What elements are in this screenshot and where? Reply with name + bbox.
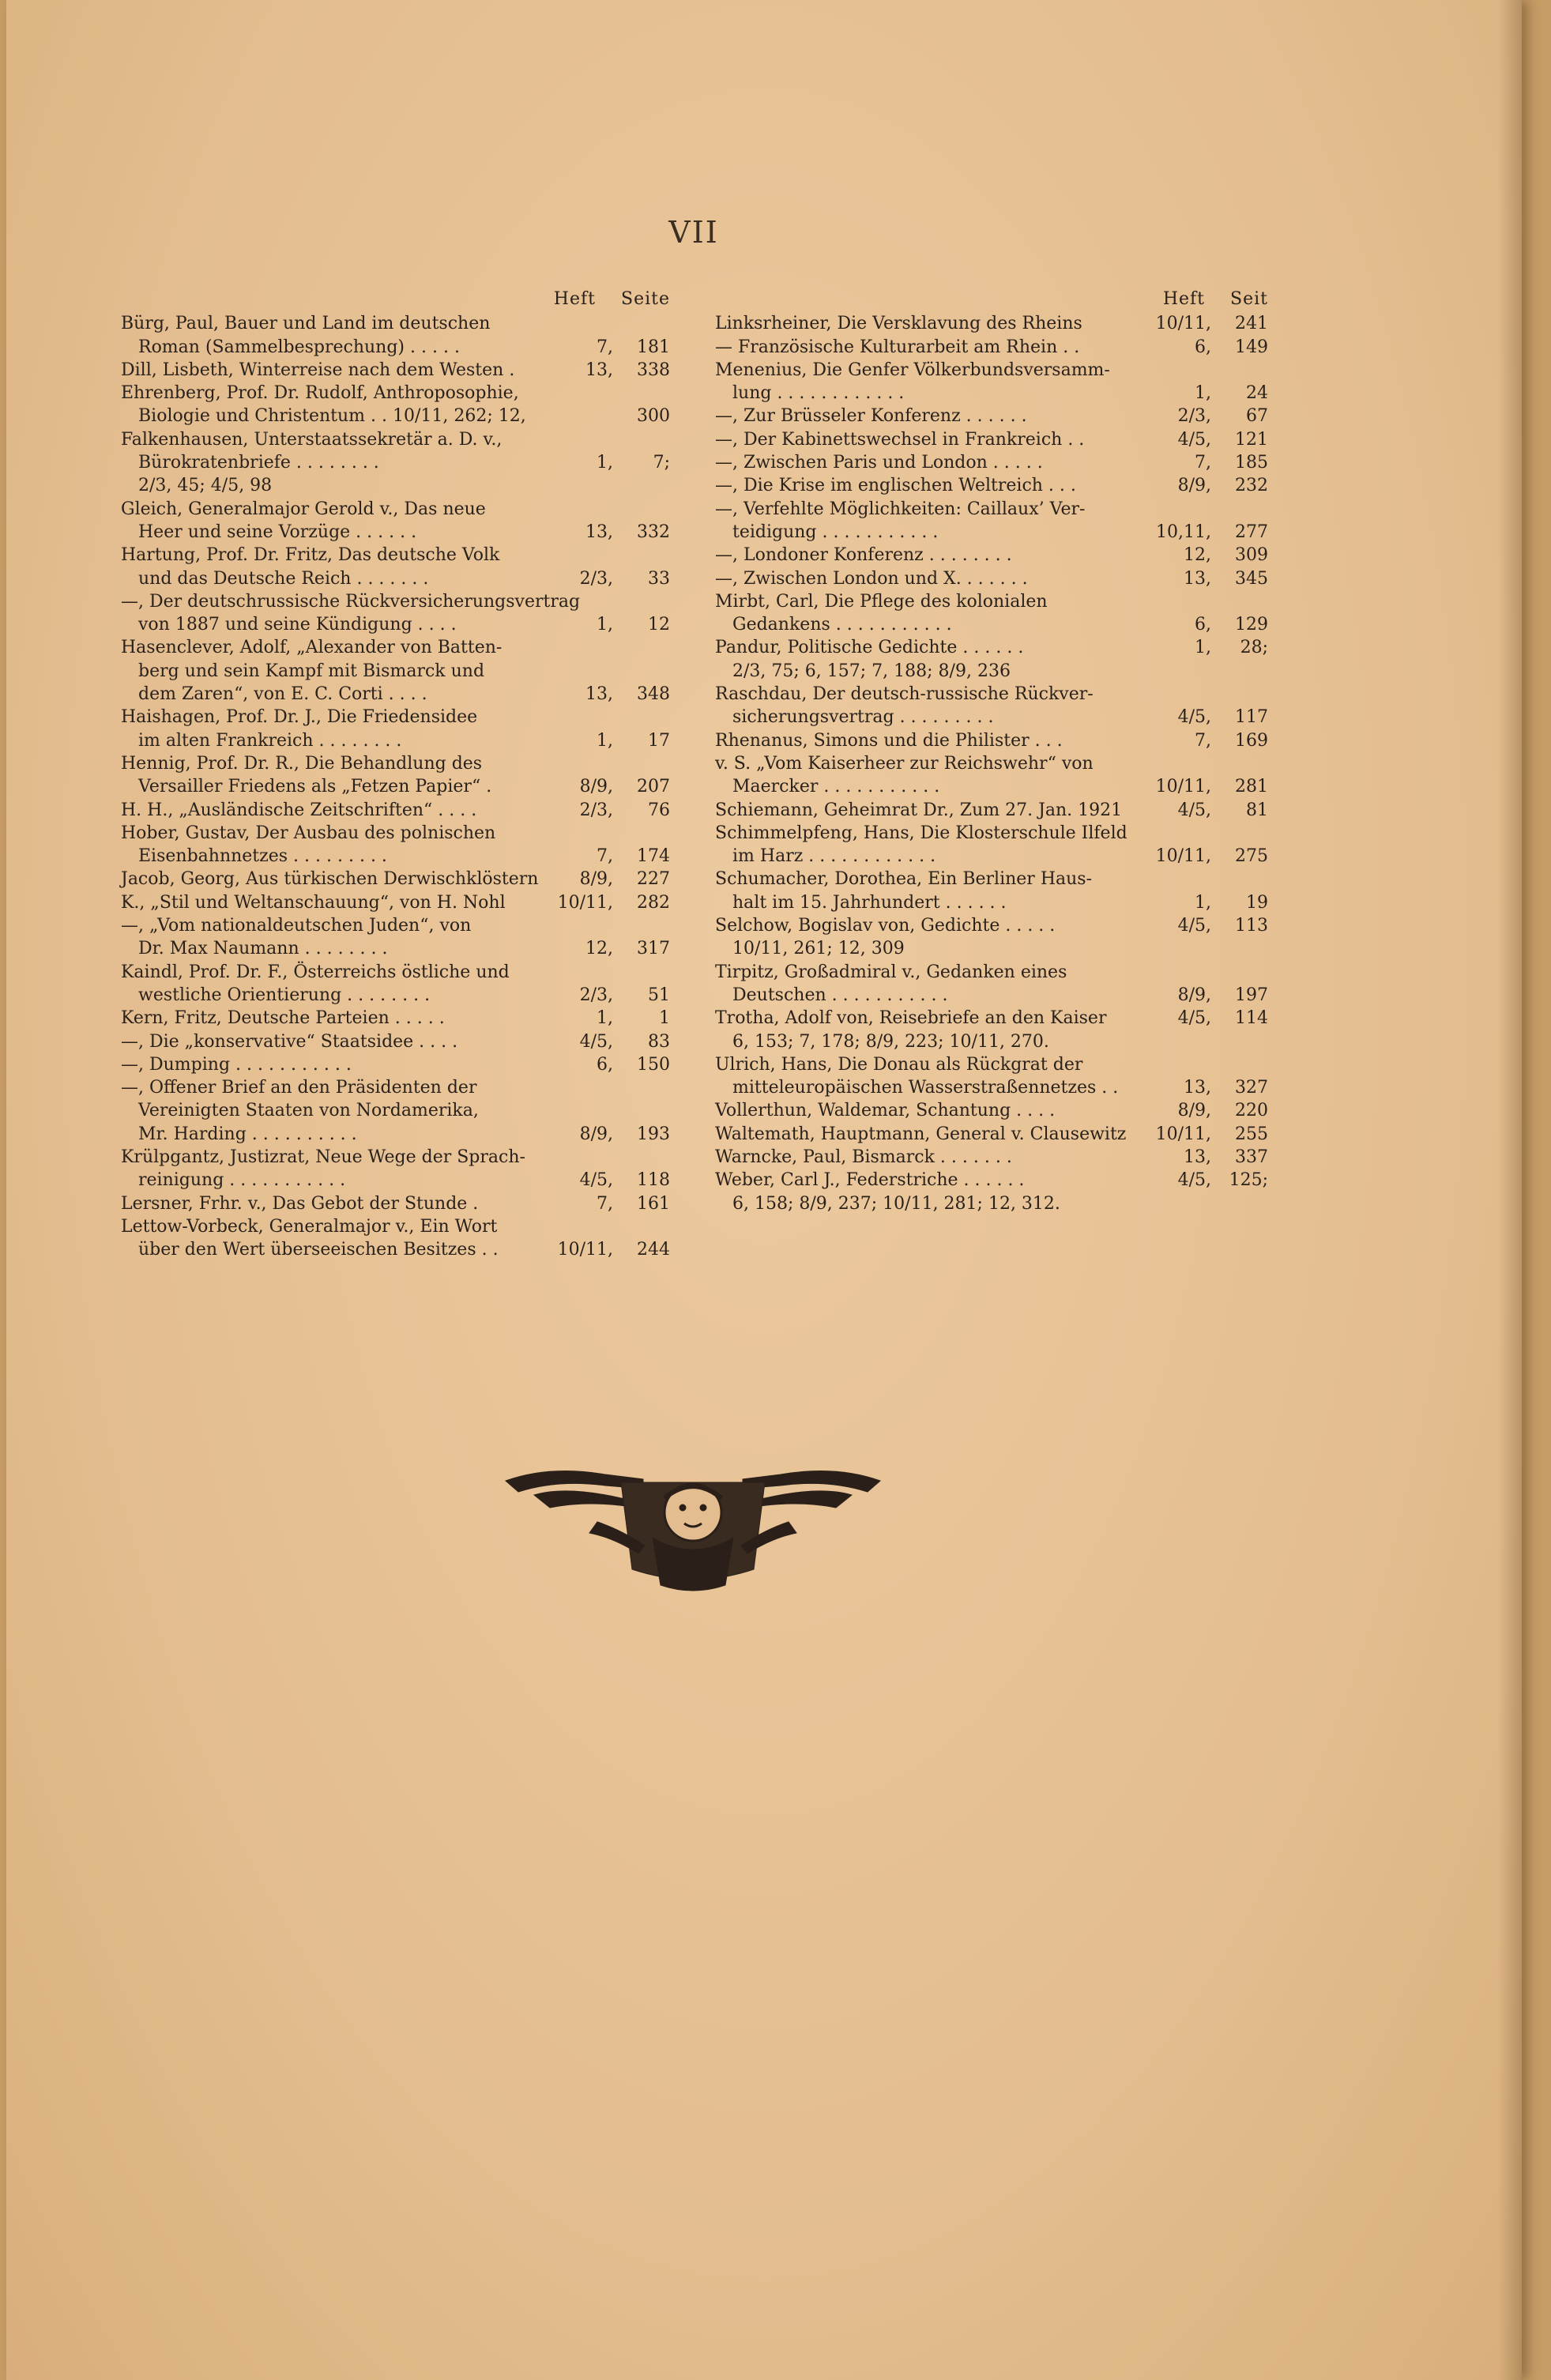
entry-heft: 4/5, <box>1177 707 1211 728</box>
entry-text: Dr. Max Naumann . . . . . . . . <box>138 939 388 959</box>
entry-text: Hasenclever, Adolf, „Alexander von Batten- <box>121 638 503 658</box>
index-entry-line <box>715 567 1268 590</box>
index-entry-line <box>715 521 1268 544</box>
entry-heft: 8/9, <box>579 869 613 890</box>
page-number: VII <box>668 215 719 250</box>
entry-heft: 6, <box>1195 615 1211 635</box>
entry-text: Schumacher, Dorothea, Ein Berliner Haus- <box>715 869 1093 890</box>
index-entry-line <box>715 1146 1268 1169</box>
entry-text: Mr. Harding . . . . . . . . . . <box>138 1124 357 1144</box>
index-entry-line <box>121 1123 670 1146</box>
entry-heft: 1, <box>597 615 613 635</box>
entry-seite: 227 <box>637 869 670 890</box>
index-entry-line <box>121 544 670 567</box>
index-entry-line <box>715 590 1268 613</box>
entry-seite: 67 <box>1246 406 1268 427</box>
heft-header: Heft <box>553 289 596 309</box>
index-entry-line <box>715 1192 1268 1215</box>
entry-seite: 197 <box>1235 985 1268 1005</box>
entry-seite: 81 <box>1246 800 1268 820</box>
entry-heft: 1, <box>597 730 613 751</box>
index-column-right <box>715 288 1268 1215</box>
entry-seite: 185 <box>1235 453 1268 473</box>
index-entry-line <box>715 868 1268 891</box>
entry-seite: 33 <box>648 568 670 589</box>
entry-text: Trotha, Adolf von, Reisebriefe an den Kaiser <box>715 1008 1107 1029</box>
index-entry-line <box>121 1030 670 1053</box>
entry-heft: 13, <box>1184 1078 1211 1098</box>
entry-seite: 275 <box>1235 846 1268 867</box>
index-entry-line <box>121 752 670 775</box>
entry-heft: 8/9, <box>579 1124 613 1144</box>
entry-text: Mirbt, Carl, Die Pflege des kolonialen <box>715 591 1048 612</box>
index-entry-line <box>715 336 1268 359</box>
index-entry-line <box>715 1007 1268 1030</box>
entry-heft: 2/3, <box>579 800 613 820</box>
index-entry-line <box>715 1169 1268 1192</box>
entry-text: —, Der Kabinettswechsel in Frankreich . . <box>715 429 1085 450</box>
entry-text: Ulrich, Hans, Die Donau als Rückgrat der <box>715 1054 1083 1075</box>
entry-seite: 281 <box>1235 777 1268 797</box>
entry-heft: 13, <box>585 360 613 380</box>
entry-seite: 300 <box>637 406 670 427</box>
entry-text: Lersner, Frhr. v., Das Gebot der Stunde . <box>121 1193 479 1214</box>
entry-seite: 174 <box>637 846 670 867</box>
entry-text: Hartung, Prof. Dr. Fritz, Das deutsche Volk <box>121 545 500 566</box>
entry-heft: 1, <box>597 1008 613 1029</box>
entry-seite: 207 <box>637 777 670 797</box>
entry-text: K., „Stil und Weltanschauung“, von H. Nohl <box>121 892 506 913</box>
entry-text: — Französische Kulturarbeit am Rhein . . <box>715 337 1080 357</box>
index-entry-line <box>715 1076 1268 1099</box>
entry-seite: 24 <box>1246 383 1268 404</box>
entry-text: Raschdau, Der deutsch-russische Rückver- <box>715 684 1094 705</box>
entry-text: Tirpitz, Großadmiral v., Gedanken eines <box>715 962 1067 982</box>
entry-text: 10/11, 261; 12, 309 <box>732 939 905 959</box>
index-page <box>6 0 1522 2380</box>
entry-heft: 7, <box>1195 730 1211 751</box>
seite-header: Seit <box>1230 289 1268 309</box>
entry-seite: 181 <box>637 337 670 357</box>
entry-seite: 244 <box>637 1240 670 1260</box>
entry-heft: 6, <box>1195 337 1211 357</box>
entry-text: Gedankens . . . . . . . . . . . <box>732 615 952 635</box>
entry-text: —, Verfehlte Möglichkeiten: Caillaux’ Ver- <box>715 499 1086 519</box>
index-entry-line <box>715 799 1268 822</box>
entry-heft: 4/5, <box>1177 1170 1211 1191</box>
entry-text: Krülpgantz, Justizrat, Neue Wege der Sprach- <box>121 1147 525 1167</box>
entry-text: Biologie und Christentum . . 10/11, 262; 12, <box>138 406 526 427</box>
entry-seite: 317 <box>637 939 670 959</box>
index-entry-line <box>715 636 1268 659</box>
entry-text: Jacob, Georg, Aus türkischen Derwischklöstern <box>121 869 539 890</box>
entry-text: —, Die „konservative“ Staatsidee . . . . <box>121 1031 458 1052</box>
index-entry-line <box>715 359 1268 382</box>
index-entry-line <box>121 405 670 427</box>
entry-text: mitteleuropäischen Wasserstraßennetzes . . <box>732 1078 1119 1098</box>
entry-heft: 7, <box>1195 453 1211 473</box>
entry-heft: 10/11, <box>1155 1124 1211 1144</box>
entry-heft: 8/9, <box>1177 1101 1211 1121</box>
index-entry-line <box>121 961 670 984</box>
entry-heft: 4/5, <box>579 1031 613 1052</box>
entry-heft: 12, <box>1184 545 1211 566</box>
entry-seite: 7; <box>653 453 670 473</box>
index-entry-line <box>715 775 1268 798</box>
entry-text: 2/3, 75; 6, 157; 7, 188; 8/9, 236 <box>732 661 1011 681</box>
entry-heft: 10,11, <box>1156 522 1211 542</box>
entry-text: über den Wert überseeischen Besitzes . . <box>138 1240 499 1260</box>
entry-text: —, Der deutschrussische Rückversicherungsvertrag <box>121 591 581 612</box>
index-entry-line <box>121 799 670 822</box>
entry-text: halt im 15. Jahrhundert . . . . . . <box>732 892 1007 913</box>
entry-text: Vollerthun, Waldemar, Schantung . . . . <box>715 1101 1056 1121</box>
entry-text: Pandur, Politische Gedichte . . . . . . <box>715 638 1024 658</box>
index-entry-line <box>715 891 1268 914</box>
heft-header: Heft <box>1162 289 1206 309</box>
index-entry-line <box>121 498 670 521</box>
entry-heft: 8/9, <box>1177 985 1211 1005</box>
entry-text: Menenius, Die Genfer Völkerbundsversamm- <box>715 360 1110 380</box>
entry-heft: 10/11, <box>557 1240 613 1260</box>
entry-heft: 10/11, <box>1155 314 1211 334</box>
index-entry-line <box>121 359 670 382</box>
index-entry-line <box>715 706 1268 729</box>
index-entry-line <box>121 1076 670 1099</box>
entry-seite: 125; <box>1229 1170 1268 1191</box>
entry-text: Eisenbahnnetzes . . . . . . . . . <box>138 846 387 867</box>
entry-text: lung . . . . . . . . . . . . <box>732 383 905 404</box>
index-entry-line <box>121 1215 670 1238</box>
index-entry-line <box>121 451 670 474</box>
index-entry-line <box>121 845 670 868</box>
entry-text: Schiemann, Geheimrat Dr., Zum 27. Jan. 1921 <box>715 800 1123 820</box>
entry-heft: 13, <box>1184 1147 1211 1167</box>
entry-heft: 13, <box>585 684 613 705</box>
entry-seite: 117 <box>1235 707 1268 728</box>
entry-text: —, Zur Brüsseler Konferenz . . . . . . <box>715 406 1027 427</box>
entry-seite: 51 <box>648 985 670 1005</box>
column-header <box>715 288 1268 311</box>
entry-seite: 113 <box>1235 916 1268 936</box>
entry-text: und das Deutsche Reich . . . . . . . <box>138 568 429 589</box>
entry-text: im alten Frankreich . . . . . . . . <box>138 730 402 751</box>
entry-text: —, Dumping . . . . . . . . . . . <box>121 1054 352 1075</box>
column-header <box>121 288 670 311</box>
index-entries-left <box>121 312 670 1261</box>
entry-heft: 6, <box>597 1054 613 1075</box>
entry-text: 6, 158; 8/9, 237; 10/11, 281; 12, 312. <box>732 1193 1060 1214</box>
entry-text: im Harz . . . . . . . . . . . . <box>732 846 936 867</box>
entry-text: Selchow, Bogislav von, Gedichte . . . . . <box>715 916 1056 936</box>
entry-seite: 337 <box>1235 1147 1268 1167</box>
index-entry-line <box>715 961 1268 984</box>
entry-text: Vereinigten Staaten von Nordamerika, <box>138 1101 479 1121</box>
entry-heft: 2/3, <box>579 985 613 1005</box>
index-entry-line <box>121 613 670 636</box>
index-entry-line <box>121 683 670 706</box>
entry-heft: 1, <box>1195 638 1211 658</box>
entry-heft: 13, <box>1184 568 1211 589</box>
entry-text: von 1887 und seine Kündigung . . . . <box>138 615 457 635</box>
index-entry-line <box>121 868 670 891</box>
index-entry-line <box>715 914 1268 937</box>
index-entry-line <box>715 498 1268 521</box>
entry-text: 6, 153; 7, 178; 8/9, 223; 10/11, 270. <box>732 1031 1049 1052</box>
entry-heft: 4/5, <box>1177 916 1211 936</box>
entry-text: berg und sein Kampf mit Bismarck und <box>138 661 485 681</box>
index-entry-line <box>121 937 670 960</box>
index-entry-line <box>121 521 670 544</box>
entry-heft: 10/11, <box>1155 777 1211 797</box>
index-entry-line <box>121 822 670 845</box>
entry-seite: 338 <box>637 360 670 380</box>
index-entry-line <box>121 1192 670 1215</box>
entry-seite: 150 <box>637 1054 670 1075</box>
entry-heft: 7, <box>597 337 613 357</box>
index-entry-line <box>121 312 670 335</box>
index-entry-line <box>121 1169 670 1192</box>
entry-text: Roman (Sammelbesprechung) . . . . . <box>138 337 460 357</box>
entry-seite: 161 <box>637 1193 670 1214</box>
entry-seite: 149 <box>1235 337 1268 357</box>
cherub-vignette-icon <box>503 1451 883 1596</box>
entry-seite: 114 <box>1235 1008 1268 1029</box>
entry-heft: 4/5, <box>1177 1008 1211 1029</box>
index-entry-line <box>121 729 670 752</box>
index-entry-line <box>121 1238 670 1261</box>
entry-seite: 241 <box>1235 314 1268 334</box>
entry-heft: 1, <box>1195 892 1211 913</box>
index-entry-line <box>121 775 670 798</box>
entry-text: Rhenanus, Simons und die Philister . . . <box>715 730 1063 751</box>
seite-header: Seite <box>621 289 670 309</box>
entry-heft: 1, <box>1195 383 1211 404</box>
entry-text: Ehrenberg, Prof. Dr. Rudolf, Anthroposophie, <box>121 383 519 404</box>
index-entry-line <box>121 336 670 359</box>
entry-text: Hober, Gustav, Der Ausbau des polnischen <box>121 823 496 843</box>
entry-heft: 8/9, <box>579 777 613 797</box>
index-entry-line <box>715 544 1268 567</box>
index-entry-line <box>121 891 670 914</box>
index-entry-line <box>121 428 670 451</box>
entry-heft: 7, <box>597 846 613 867</box>
entry-text: 2/3, 45; 4/5, 98 <box>138 476 273 496</box>
entry-text: Hennig, Prof. Dr. R., Die Behandlung des <box>121 753 483 774</box>
index-entry-line <box>715 752 1268 775</box>
entry-text: Linksrheiner, Die Versklavung des Rheins <box>715 314 1082 334</box>
entry-text: —, Londoner Konferenz . . . . . . . . <box>715 545 1012 566</box>
index-entry-line <box>715 312 1268 335</box>
entry-text: dem Zaren“, von E. C. Corti . . . . <box>138 684 427 705</box>
entry-seite: 255 <box>1235 1124 1268 1144</box>
entry-text: Gleich, Generalmajor Gerold v., Das neue <box>121 499 486 519</box>
index-entry-line <box>715 428 1268 451</box>
entry-seite: 232 <box>1235 476 1268 496</box>
entry-text: Haishagen, Prof. Dr. J., Die Friedensidee <box>121 707 478 728</box>
entry-seite: 282 <box>637 892 670 913</box>
index-entry-line <box>121 1146 670 1169</box>
page-edge-shadow <box>1498 0 1522 2380</box>
index-entry-line <box>715 1099 1268 1122</box>
entry-text: —, Zwischen Paris und London . . . . . <box>715 453 1043 473</box>
entry-text: Lettow-Vorbeck, Generalmajor v., Ein Wort <box>121 1216 498 1237</box>
entry-seite: 277 <box>1235 522 1268 542</box>
entry-heft: 8/9, <box>1177 476 1211 496</box>
entry-text: Warncke, Paul, Bismarck . . . . . . . <box>715 1147 1012 1167</box>
index-entry-line <box>715 984 1268 1007</box>
entry-text: v. S. „Vom Kaiserheer zur Reichswehr“ von <box>715 753 1094 774</box>
entry-text: Heer und seine Vorzüge . . . . . . <box>138 522 417 542</box>
entry-seite: 193 <box>637 1124 670 1144</box>
entry-seite: 17 <box>648 730 670 751</box>
entry-heft: 10/11, <box>1155 846 1211 867</box>
entry-seite: 121 <box>1235 429 1268 450</box>
entry-text: —, „Vom nationaldeutschen Juden“, von <box>121 916 472 936</box>
index-entry-line <box>715 822 1268 845</box>
index-entry-line <box>121 984 670 1007</box>
entry-heft: 4/5, <box>1177 800 1211 820</box>
entry-heft: 12, <box>585 939 613 959</box>
entry-text: Falkenhausen, Unterstaatssekretär a. D. v., <box>121 429 503 450</box>
index-column-left <box>121 288 670 1261</box>
index-entry-line <box>715 1030 1268 1053</box>
entry-seite: 348 <box>637 684 670 705</box>
index-entry-line <box>715 845 1268 868</box>
entry-text: Kern, Fritz, Deutsche Parteien . . . . . <box>121 1008 445 1029</box>
index-entry-line <box>121 1007 670 1030</box>
index-entry-line <box>121 474 670 497</box>
entry-heft: 2/3, <box>579 568 613 589</box>
index-entry-line <box>715 474 1268 497</box>
entry-text: Bürokratenbriefe . . . . . . . . <box>138 453 379 473</box>
entry-seite: 220 <box>1235 1101 1268 1121</box>
entry-text: Bürg, Paul, Bauer und Land im deutschen <box>121 314 491 334</box>
entry-seite: 118 <box>637 1170 670 1191</box>
entry-seite: 309 <box>1235 545 1268 566</box>
index-entry-line <box>715 405 1268 427</box>
index-entries-right <box>715 312 1268 1215</box>
entry-seite: 1 <box>659 1008 670 1029</box>
entry-text: Weber, Carl J., Federstriche . . . . . . <box>715 1170 1025 1191</box>
index-entry-line <box>715 1123 1268 1146</box>
index-entry-line <box>715 1053 1268 1076</box>
index-entry-line <box>715 937 1268 960</box>
entry-heft: 10/11, <box>557 892 613 913</box>
entry-heft: 1, <box>597 453 613 473</box>
index-entry-line <box>715 613 1268 636</box>
entry-heft: 4/5, <box>1177 429 1211 450</box>
index-entry-line <box>121 1099 670 1122</box>
index-entry-line <box>121 660 670 683</box>
entry-text: Kaindl, Prof. Dr. F., Österreichs östliche und <box>121 962 510 982</box>
entry-text: Deutschen . . . . . . . . . . . <box>732 985 948 1005</box>
entry-text: Dill, Lisbeth, Winterreise nach dem Westen . <box>121 360 515 380</box>
entry-text: —, Offener Brief an den Präsidenten der <box>121 1078 477 1098</box>
index-entry-line <box>715 683 1268 706</box>
entry-text: Schimmelpfeng, Hans, Die Klosterschule Ilfeld <box>715 823 1127 843</box>
entry-text: —, Zwischen London und X. . . . . . . <box>715 568 1028 589</box>
entry-seite: 345 <box>1235 568 1268 589</box>
index-entry-line <box>121 590 670 613</box>
entry-seite: 83 <box>648 1031 670 1052</box>
entry-text: Maercker . . . . . . . . . . . <box>732 777 940 797</box>
entry-seite: 12 <box>648 615 670 635</box>
entry-text: teidigung . . . . . . . . . . . <box>732 522 939 542</box>
entry-text: —, Die Krise im englischen Weltreich . . . <box>715 476 1076 496</box>
entry-heft: 7, <box>597 1193 613 1214</box>
entry-seite: 327 <box>1235 1078 1268 1098</box>
entry-seite: 28; <box>1240 638 1268 658</box>
entry-seite: 332 <box>637 522 670 542</box>
entry-seite: 169 <box>1235 730 1268 751</box>
index-entry-line <box>121 382 670 405</box>
index-entry-line <box>121 1053 670 1076</box>
entry-heft: 2/3, <box>1177 406 1211 427</box>
entry-text: sicherungsvertrag . . . . . . . . . <box>732 707 994 728</box>
entry-seite: 19 <box>1246 892 1268 913</box>
entry-seite: 129 <box>1235 615 1268 635</box>
entry-seite: 76 <box>648 800 670 820</box>
index-entry-line <box>715 382 1268 405</box>
index-entry-line <box>121 914 670 937</box>
entry-text: Waltemath, Hauptmann, General v. Clausewitz <box>715 1124 1127 1144</box>
entry-text: westliche Orientierung . . . . . . . . <box>138 985 431 1005</box>
index-entry-line <box>715 451 1268 474</box>
index-entry-line <box>715 660 1268 683</box>
entry-heft: 4/5, <box>579 1170 613 1191</box>
entry-text: H. H., „Ausländische Zeitschriften“ . . . . <box>121 800 477 820</box>
entry-heft: 13, <box>585 522 613 542</box>
entry-text: reinigung . . . . . . . . . . . <box>138 1170 346 1191</box>
index-entry-line <box>715 729 1268 752</box>
entry-text: Versailler Friedens als „Fetzen Papier“ . <box>138 777 492 797</box>
index-entry-line <box>121 567 670 590</box>
index-entry-line <box>121 636 670 659</box>
index-entry-line <box>121 706 670 729</box>
